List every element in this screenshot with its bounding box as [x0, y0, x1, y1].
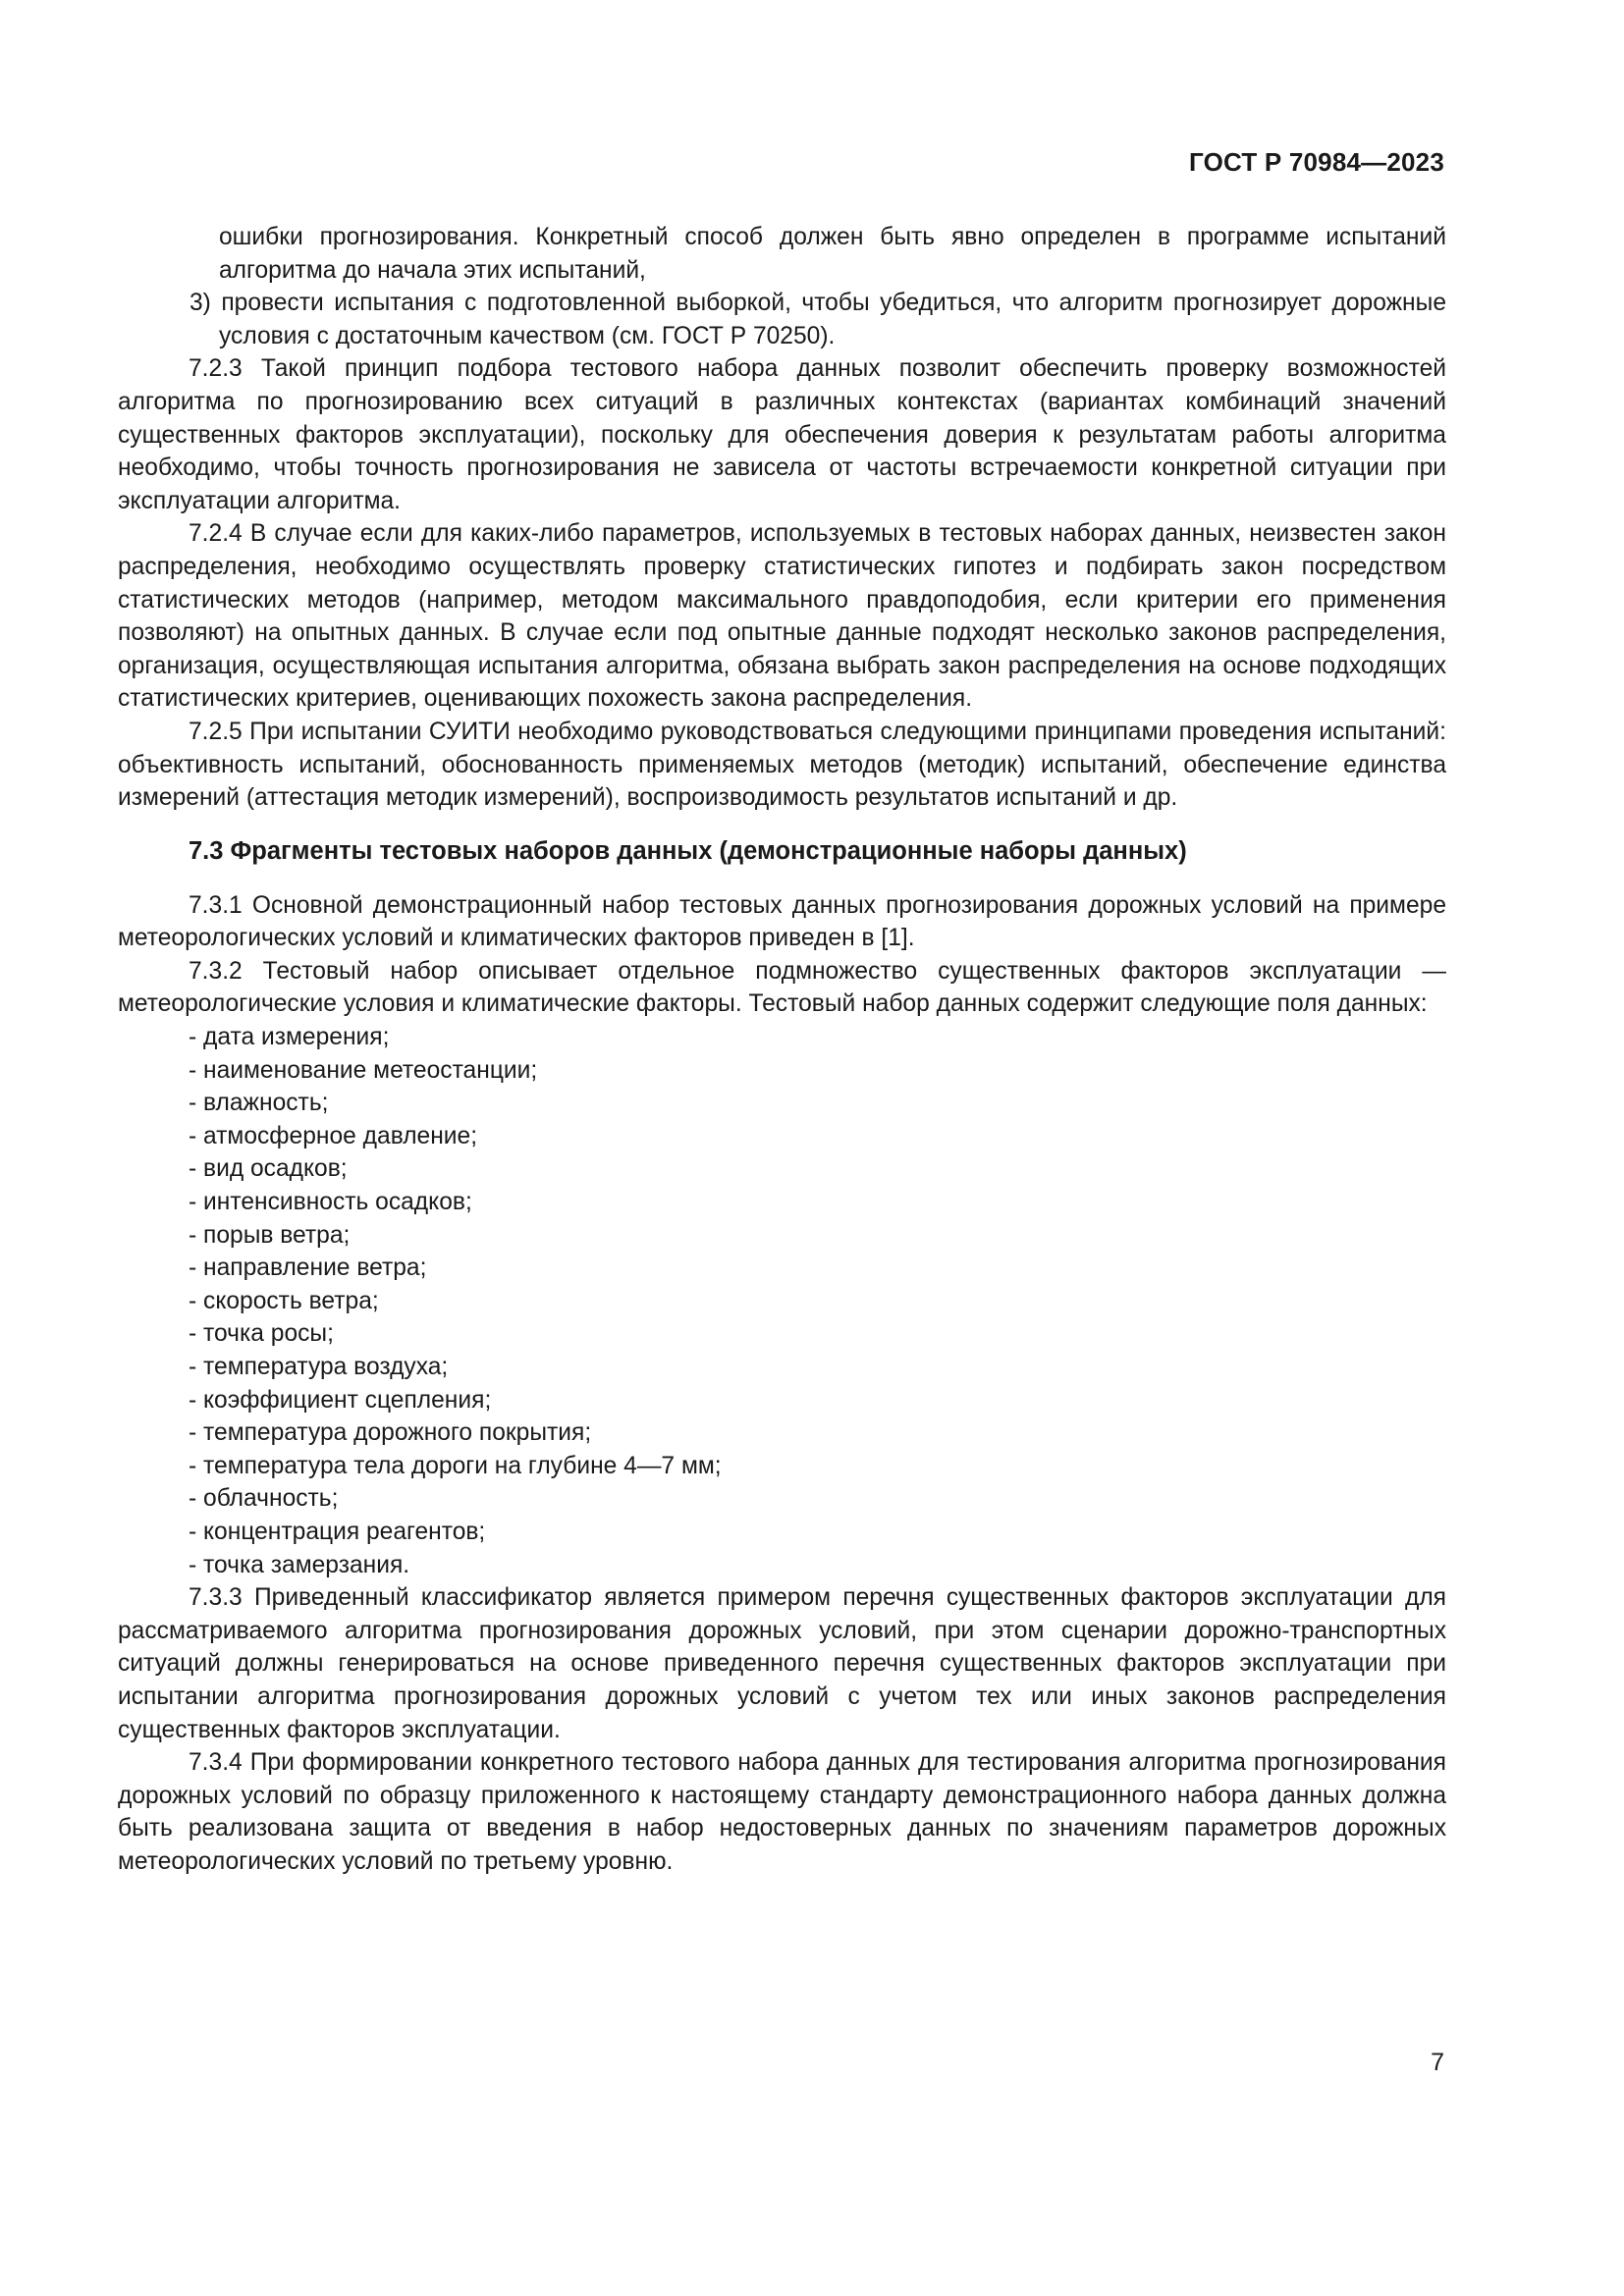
paragraph-continuation: ошибки прогнозирования. Конкретный способ должен быть явно определен в программе испытаний алгоритма до начала этих испытаний, [219, 224, 1446, 284]
paragraph-7-2-5: 7.2.5 При испытании СУИТИ необходимо руководствоваться следующими принципами проведения испытаний: объективность испытаний, обоснованность применяемых методов (методик) испытаний, обеспечение единства измерений (аттестация методик измерений), воспроизводимость результатов испытаний и др. [118, 718, 1446, 812]
document-code-header: ГОСТ Р 70984—2023 [1189, 147, 1444, 177]
page-number: 7 [1431, 2049, 1444, 2076]
list-item: - атмосферное давление; [189, 1122, 478, 1149]
list-item: - концентрация реагентов; [189, 1518, 486, 1545]
list-item: - вид осадков; [189, 1155, 348, 1183]
paragraph-7-2-3: 7.2.3 Такой принцип подбора тестового набора данных позволит обеспечить проверку возможностей алгоритма по прогнозированию всех ситуаций в различных контекстах (вариантах комбинаций значений существенных факторов эксплуатации), поскольку для обеспечения доверия к результатам работы алгоритма необходимо, чтобы точность прогнозирования не зависела от частоты встречаемости конкретной ситуации при эксплуатации алгоритма. [118, 355, 1446, 514]
list-item: - точка росы; [189, 1320, 334, 1348]
list-item: - направление ветра; [189, 1255, 427, 1282]
list-item: - облачность; [189, 1485, 339, 1513]
paragraph-7-3-1: 7.3.1 Основной демонстрационный набор тестовых данных прогнозирования дорожных условий на примере метеорологических условий и климатических факторов приведен в [1]. [118, 891, 1446, 952]
list-item: - температура тела дороги на глубине 4—7 мм; [189, 1452, 722, 1479]
list-item: - температура воздуха; [189, 1354, 449, 1380]
list-item: - порыв ветра; [189, 1221, 351, 1249]
list-item-3: 3) провести испытания с подготовленной выборкой, чтобы убедиться, что алгоритм прогнозирует дорожные условия с достаточным качеством (см. ГОСТ Р 70250). [189, 290, 1446, 349]
data-fields-list [118, 1021, 1446, 1581]
list-item: - коэффициент сцепления; [189, 1386, 492, 1414]
list-item: - влажность; [189, 1090, 329, 1117]
section-heading-7-3: 7.3 Фрагменты тестовых наборов данных (демонстрационные наборы данных) [189, 836, 1187, 865]
list-item: - скорость ветра; [189, 1287, 379, 1314]
list-item: - наименование метеостанции; [189, 1056, 538, 1084]
paragraph-7-3-3: 7.3.3 Приведенный классификатор является примером перечня существенных факторов эксплуатации для рассматриваемого алгоритма прогнозирования дорожных условий, при этом сценарии дорожно-транспортных ситуаций должны генерироваться на основе приведенного перечня существенных факторов эксплуатации при испытании алгоритма прогнозирования дорожных условий с учетом тех или иных законов распределения существенных факторов эксплуатации. [118, 1584, 1446, 1743]
list-item: - интенсивность осадков; [189, 1189, 472, 1216]
list-item: - дата измерения; [189, 1024, 390, 1051]
page-body [118, 221, 1446, 1879]
list-item: - температура дорожного покрытия; [189, 1419, 592, 1447]
list-item: - точка замерзания. [189, 1551, 410, 1578]
paragraph-7-3-4: 7.3.4 При формировании конкретного тестового набора данных для тестирования алгоритма прогнозирования дорожных условий по образцу приложенного к настоящему стандарту демонстрационного набора данных должна быть реализована защита от введения в набор недостоверных данных по значениям параметров дорожных метеорологических условий по третьему уровню. [118, 1749, 1446, 1875]
paragraph-7-2-4: 7.2.4 В случае если для каких-либо параметров, используемых в тестовых наборах данных, неизвестен закон распределения, необходимо осуществлять проверку статистических гипотез и подбирать закон посредством статистических методов (например, методом максимального правдоподобия, если критерии его применения позволяют) на опытных данных. В случае если под опытные данные подходят несколько законов распределения, организация, осуществляющая испытания алгоритма, обязана выбрать закон распределения на основе подходящих статистических критериев, оценивающих похожесть закона распределения. [118, 520, 1446, 713]
paragraph-7-3-2: 7.3.2 Тестовый набор описывает отдельное подмножество существенных факторов эксплуатации — метеорологические условия и климатические факторы. Тестовый набор данных содержит следующие поля данных: [118, 957, 1446, 1018]
